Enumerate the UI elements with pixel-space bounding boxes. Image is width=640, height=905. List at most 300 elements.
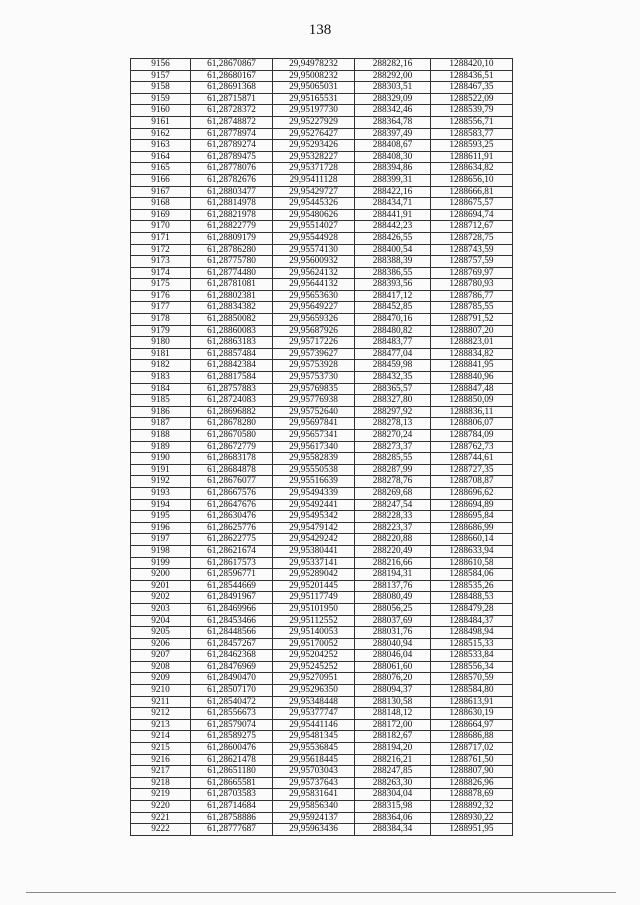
longitude-cell: 29,95618445 xyxy=(273,754,355,766)
table-row xyxy=(131,545,513,557)
x-coordinate-cell: 288432,35 xyxy=(355,372,431,384)
table-row xyxy=(131,128,513,140)
point-number-cell: 9187 xyxy=(131,418,191,430)
y-coordinate-cell: 1288728,75 xyxy=(431,232,513,244)
point-number-cell: 9169 xyxy=(131,209,191,221)
latitude-cell: 61,28476969 xyxy=(191,661,273,673)
x-coordinate-cell: 288216,66 xyxy=(355,557,431,569)
latitude-cell: 61,28777687 xyxy=(191,824,273,836)
table-row xyxy=(131,360,513,372)
point-number-cell: 9197 xyxy=(131,534,191,546)
table-row xyxy=(131,325,513,337)
longitude-cell: 29,95441146 xyxy=(273,719,355,731)
x-coordinate-cell: 288297,92 xyxy=(355,406,431,418)
longitude-cell: 29,95293426 xyxy=(273,140,355,152)
point-number-cell: 9158 xyxy=(131,82,191,94)
point-number-cell: 9179 xyxy=(131,325,191,337)
table-row xyxy=(131,789,513,801)
x-coordinate-cell: 288386,55 xyxy=(355,267,431,279)
x-coordinate-cell: 288076,20 xyxy=(355,673,431,685)
point-number-cell: 9184 xyxy=(131,383,191,395)
table-row xyxy=(131,487,513,499)
longitude-cell: 29,95536845 xyxy=(273,743,355,755)
table-row xyxy=(131,569,513,581)
latitude-cell: 61,28469966 xyxy=(191,603,273,615)
latitude-cell: 61,28842384 xyxy=(191,360,273,372)
table-row xyxy=(131,302,513,314)
x-coordinate-cell: 288417,12 xyxy=(355,290,431,302)
latitude-cell: 61,28714684 xyxy=(191,801,273,813)
point-number-cell: 9217 xyxy=(131,766,191,778)
latitude-cell: 61,28683178 xyxy=(191,453,273,465)
longitude-cell: 29,95479142 xyxy=(273,522,355,534)
y-coordinate-cell: 1288807,20 xyxy=(431,325,513,337)
longitude-cell: 29,95963436 xyxy=(273,824,355,836)
y-coordinate-cell: 1288769,97 xyxy=(431,267,513,279)
longitude-cell: 29,95653630 xyxy=(273,290,355,302)
x-coordinate-cell: 288303,51 xyxy=(355,82,431,94)
x-coordinate-cell: 288470,16 xyxy=(355,314,431,326)
y-coordinate-cell: 1288806,07 xyxy=(431,418,513,430)
y-coordinate-cell: 1288467,35 xyxy=(431,82,513,94)
y-coordinate-cell: 1288479,28 xyxy=(431,603,513,615)
point-number-cell: 9216 xyxy=(131,754,191,766)
table-row xyxy=(131,221,513,233)
x-coordinate-cell: 288282,16 xyxy=(355,59,431,71)
latitude-cell: 61,28817584 xyxy=(191,372,273,384)
y-coordinate-cell: 1288630,19 xyxy=(431,708,513,720)
x-coordinate-cell: 288220,88 xyxy=(355,534,431,546)
longitude-cell: 29,95831641 xyxy=(273,789,355,801)
latitude-cell: 61,28651180 xyxy=(191,766,273,778)
table-row xyxy=(131,650,513,662)
y-coordinate-cell: 1288420,10 xyxy=(431,59,513,71)
point-number-cell: 9193 xyxy=(131,487,191,499)
y-coordinate-cell: 1288951,95 xyxy=(431,824,513,836)
longitude-cell: 29,95703043 xyxy=(273,766,355,778)
point-number-cell: 9219 xyxy=(131,789,191,801)
latitude-cell: 61,28789475 xyxy=(191,151,273,163)
point-number-cell: 9167 xyxy=(131,186,191,198)
table-row xyxy=(131,198,513,210)
x-coordinate-cell: 288452,85 xyxy=(355,302,431,314)
y-coordinate-cell: 1288780,93 xyxy=(431,279,513,291)
longitude-cell: 29,95659326 xyxy=(273,314,355,326)
y-coordinate-cell: 1288744,61 xyxy=(431,453,513,465)
point-number-cell: 9163 xyxy=(131,140,191,152)
latitude-cell: 61,28448566 xyxy=(191,627,273,639)
table-row xyxy=(131,522,513,534)
y-coordinate-cell: 1288556,71 xyxy=(431,116,513,128)
point-number-cell: 9183 xyxy=(131,372,191,384)
longitude-cell: 29,95776938 xyxy=(273,395,355,407)
point-number-cell: 9164 xyxy=(131,151,191,163)
point-number-cell: 9196 xyxy=(131,522,191,534)
y-coordinate-cell: 1288660,14 xyxy=(431,534,513,546)
latitude-cell: 61,28774480 xyxy=(191,267,273,279)
table-row xyxy=(131,406,513,418)
longitude-cell: 29,95753928 xyxy=(273,360,355,372)
y-coordinate-cell: 1288522,09 xyxy=(431,93,513,105)
longitude-cell: 29,95065031 xyxy=(273,82,355,94)
point-number-cell: 9157 xyxy=(131,70,191,82)
x-coordinate-cell: 288304,04 xyxy=(355,789,431,801)
latitude-cell: 61,28802381 xyxy=(191,290,273,302)
longitude-cell: 29,95582839 xyxy=(273,453,355,465)
longitude-cell: 29,95165531 xyxy=(273,93,355,105)
latitude-cell: 61,28860083 xyxy=(191,325,273,337)
table-row xyxy=(131,348,513,360)
point-number-cell: 9222 xyxy=(131,824,191,836)
x-coordinate-cell: 288400,54 xyxy=(355,244,431,256)
x-coordinate-cell: 288315,98 xyxy=(355,801,431,813)
point-number-cell: 9204 xyxy=(131,615,191,627)
x-coordinate-cell: 288408,30 xyxy=(355,151,431,163)
latitude-cell: 61,28625776 xyxy=(191,522,273,534)
x-coordinate-cell: 288278,13 xyxy=(355,418,431,430)
table-row xyxy=(131,673,513,685)
longitude-cell: 29,95516639 xyxy=(273,476,355,488)
table-row xyxy=(131,534,513,546)
x-coordinate-cell: 288270,24 xyxy=(355,430,431,442)
table-row xyxy=(131,256,513,268)
coordinates-table xyxy=(130,58,513,836)
y-coordinate-cell: 1288633,94 xyxy=(431,545,513,557)
point-number-cell: 9211 xyxy=(131,696,191,708)
x-coordinate-cell: 288441,91 xyxy=(355,209,431,221)
x-coordinate-cell: 288480,82 xyxy=(355,325,431,337)
point-number-cell: 9212 xyxy=(131,708,191,720)
y-coordinate-cell: 1288826,96 xyxy=(431,777,513,789)
point-number-cell: 9176 xyxy=(131,290,191,302)
longitude-cell: 29,95117749 xyxy=(273,592,355,604)
point-number-cell: 9182 xyxy=(131,360,191,372)
x-coordinate-cell: 288459,98 xyxy=(355,360,431,372)
latitude-cell: 61,28748872 xyxy=(191,116,273,128)
longitude-cell: 29,95737643 xyxy=(273,777,355,789)
longitude-cell: 29,95739627 xyxy=(273,348,355,360)
y-coordinate-cell: 1288761,50 xyxy=(431,754,513,766)
latitude-cell: 61,28696882 xyxy=(191,406,273,418)
longitude-cell: 29,95296350 xyxy=(273,685,355,697)
table-row xyxy=(131,267,513,279)
latitude-cell: 61,28724083 xyxy=(191,395,273,407)
longitude-cell: 29,95574130 xyxy=(273,244,355,256)
x-coordinate-cell: 288148,12 xyxy=(355,708,431,720)
point-number-cell: 9170 xyxy=(131,221,191,233)
longitude-cell: 29,95245252 xyxy=(273,661,355,673)
y-coordinate-cell: 1288634,82 xyxy=(431,163,513,175)
point-number-cell: 9178 xyxy=(131,314,191,326)
point-number-cell: 9177 xyxy=(131,302,191,314)
point-number-cell: 9214 xyxy=(131,731,191,743)
point-number-cell: 9156 xyxy=(131,59,191,71)
x-coordinate-cell: 288408,67 xyxy=(355,140,431,152)
x-coordinate-cell: 288031,76 xyxy=(355,627,431,639)
y-coordinate-cell: 1288717,02 xyxy=(431,743,513,755)
longitude-cell: 29,95687926 xyxy=(273,325,355,337)
longitude-cell: 29,95411128 xyxy=(273,174,355,186)
latitude-cell: 61,28600476 xyxy=(191,743,273,755)
x-coordinate-cell: 288040,94 xyxy=(355,638,431,650)
x-coordinate-cell: 288399,31 xyxy=(355,174,431,186)
x-coordinate-cell: 288137,76 xyxy=(355,580,431,592)
table-row xyxy=(131,279,513,291)
longitude-cell: 29,95328227 xyxy=(273,151,355,163)
table-row xyxy=(131,661,513,673)
latitude-cell: 61,28540472 xyxy=(191,696,273,708)
y-coordinate-cell: 1288488,53 xyxy=(431,592,513,604)
y-coordinate-cell: 1288841,95 xyxy=(431,360,513,372)
y-coordinate-cell: 1288664,97 xyxy=(431,719,513,731)
latitude-cell: 61,28596771 xyxy=(191,569,273,581)
y-coordinate-cell: 1288484,37 xyxy=(431,615,513,627)
longitude-cell: 29,95429242 xyxy=(273,534,355,546)
point-number-cell: 9189 xyxy=(131,441,191,453)
latitude-cell: 61,28680167 xyxy=(191,70,273,82)
x-coordinate-cell: 288216,21 xyxy=(355,754,431,766)
x-coordinate-cell: 288273,37 xyxy=(355,441,431,453)
y-coordinate-cell: 1288834,82 xyxy=(431,348,513,360)
y-coordinate-cell: 1288892,32 xyxy=(431,801,513,813)
y-coordinate-cell: 1288840,96 xyxy=(431,372,513,384)
point-number-cell: 9205 xyxy=(131,627,191,639)
table-row xyxy=(131,812,513,824)
coordinates-table-body xyxy=(131,59,513,836)
table-row xyxy=(131,499,513,511)
table-row xyxy=(131,140,513,152)
x-coordinate-cell: 288364,06 xyxy=(355,812,431,824)
point-number-cell: 9173 xyxy=(131,256,191,268)
table-row xyxy=(131,70,513,82)
longitude-cell: 29,95924137 xyxy=(273,812,355,824)
y-coordinate-cell: 1288878,69 xyxy=(431,789,513,801)
latitude-cell: 61,28670867 xyxy=(191,59,273,71)
y-coordinate-cell: 1288613,91 xyxy=(431,696,513,708)
y-coordinate-cell: 1288694,74 xyxy=(431,209,513,221)
table-row xyxy=(131,708,513,720)
point-number-cell: 9174 xyxy=(131,267,191,279)
latitude-cell: 61,28507170 xyxy=(191,685,273,697)
footer-divider xyxy=(26,892,616,893)
y-coordinate-cell: 1288847,48 xyxy=(431,383,513,395)
x-coordinate-cell: 288061,60 xyxy=(355,661,431,673)
table-row xyxy=(131,418,513,430)
table-row xyxy=(131,383,513,395)
x-coordinate-cell: 288442,23 xyxy=(355,221,431,233)
point-number-cell: 9220 xyxy=(131,801,191,813)
longitude-cell: 29,95204252 xyxy=(273,650,355,662)
longitude-cell: 29,95600932 xyxy=(273,256,355,268)
table-row xyxy=(131,93,513,105)
latitude-cell: 61,28786280 xyxy=(191,244,273,256)
table-row xyxy=(131,232,513,244)
point-number-cell: 9171 xyxy=(131,232,191,244)
latitude-cell: 61,28758886 xyxy=(191,812,273,824)
longitude-cell: 29,95371728 xyxy=(273,163,355,175)
longitude-cell: 29,95649227 xyxy=(273,302,355,314)
y-coordinate-cell: 1288686,99 xyxy=(431,522,513,534)
longitude-cell: 29,95227929 xyxy=(273,116,355,128)
y-coordinate-cell: 1288786,77 xyxy=(431,290,513,302)
longitude-cell: 29,95550538 xyxy=(273,464,355,476)
longitude-cell: 29,95481345 xyxy=(273,731,355,743)
latitude-cell: 61,28490470 xyxy=(191,673,273,685)
latitude-cell: 61,28579074 xyxy=(191,719,273,731)
table-row xyxy=(131,163,513,175)
longitude-cell: 29,95112552 xyxy=(273,615,355,627)
point-number-cell: 9180 xyxy=(131,337,191,349)
point-number-cell: 9166 xyxy=(131,174,191,186)
longitude-cell: 29,95276427 xyxy=(273,128,355,140)
x-coordinate-cell: 288263,30 xyxy=(355,777,431,789)
x-coordinate-cell: 288292,00 xyxy=(355,70,431,82)
x-coordinate-cell: 288422,16 xyxy=(355,186,431,198)
table-row xyxy=(131,627,513,639)
x-coordinate-cell: 288172,00 xyxy=(355,719,431,731)
y-coordinate-cell: 1288708,87 xyxy=(431,476,513,488)
x-coordinate-cell: 288388,39 xyxy=(355,256,431,268)
latitude-cell: 61,28665581 xyxy=(191,777,273,789)
latitude-cell: 61,28678280 xyxy=(191,418,273,430)
longitude-cell: 29,95101950 xyxy=(273,603,355,615)
latitude-cell: 61,28672779 xyxy=(191,441,273,453)
latitude-cell: 61,28691368 xyxy=(191,82,273,94)
table-row xyxy=(131,685,513,697)
longitude-cell: 29,95197730 xyxy=(273,105,355,117)
table-row xyxy=(131,337,513,349)
point-number-cell: 9191 xyxy=(131,464,191,476)
table-row xyxy=(131,743,513,755)
y-coordinate-cell: 1288836,11 xyxy=(431,406,513,418)
y-coordinate-cell: 1288593,25 xyxy=(431,140,513,152)
latitude-cell: 61,28462368 xyxy=(191,650,273,662)
longitude-cell: 29,95348448 xyxy=(273,696,355,708)
point-number-cell: 9192 xyxy=(131,476,191,488)
latitude-cell: 61,28778076 xyxy=(191,163,273,175)
latitude-cell: 61,28621674 xyxy=(191,545,273,557)
latitude-cell: 61,28782676 xyxy=(191,174,273,186)
y-coordinate-cell: 1288515,33 xyxy=(431,638,513,650)
table-row xyxy=(131,731,513,743)
table-row xyxy=(131,314,513,326)
table-row xyxy=(131,464,513,476)
table-row xyxy=(131,174,513,186)
point-number-cell: 9165 xyxy=(131,163,191,175)
latitude-cell: 61,28457267 xyxy=(191,638,273,650)
table-row xyxy=(131,441,513,453)
y-coordinate-cell: 1288610,58 xyxy=(431,557,513,569)
latitude-cell: 61,28857484 xyxy=(191,348,273,360)
point-number-cell: 9215 xyxy=(131,743,191,755)
latitude-cell: 61,28781081 xyxy=(191,279,273,291)
point-number-cell: 9198 xyxy=(131,545,191,557)
x-coordinate-cell: 288194,20 xyxy=(355,743,431,755)
point-number-cell: 9188 xyxy=(131,430,191,442)
y-coordinate-cell: 1288791,52 xyxy=(431,314,513,326)
latitude-cell: 61,28617573 xyxy=(191,557,273,569)
latitude-cell: 61,28757883 xyxy=(191,383,273,395)
x-coordinate-cell: 288228,33 xyxy=(355,511,431,523)
point-number-cell: 9218 xyxy=(131,777,191,789)
longitude-cell: 29,95617340 xyxy=(273,441,355,453)
longitude-cell: 29,95717226 xyxy=(273,337,355,349)
table-row xyxy=(131,557,513,569)
x-coordinate-cell: 288393,56 xyxy=(355,279,431,291)
table-row xyxy=(131,476,513,488)
point-number-cell: 9159 xyxy=(131,93,191,105)
y-coordinate-cell: 1288675,57 xyxy=(431,198,513,210)
y-coordinate-cell: 1288743,59 xyxy=(431,244,513,256)
latitude-cell: 61,28670580 xyxy=(191,430,273,442)
x-coordinate-cell: 288287,99 xyxy=(355,464,431,476)
longitude-cell: 29,95380441 xyxy=(273,545,355,557)
x-coordinate-cell: 288247,54 xyxy=(355,499,431,511)
latitude-cell: 61,28676077 xyxy=(191,476,273,488)
table-row xyxy=(131,801,513,813)
point-number-cell: 9190 xyxy=(131,453,191,465)
table-row xyxy=(131,395,513,407)
x-coordinate-cell: 288384,34 xyxy=(355,824,431,836)
longitude-cell: 29,95429727 xyxy=(273,186,355,198)
longitude-cell: 29,95769835 xyxy=(273,383,355,395)
y-coordinate-cell: 1288656,10 xyxy=(431,174,513,186)
longitude-cell: 29,95289042 xyxy=(273,569,355,581)
longitude-cell: 29,94978232 xyxy=(273,59,355,71)
table-row xyxy=(131,754,513,766)
x-coordinate-cell: 288327,80 xyxy=(355,395,431,407)
longitude-cell: 29,95337141 xyxy=(273,557,355,569)
y-coordinate-cell: 1288712,67 xyxy=(431,221,513,233)
point-number-cell: 9186 xyxy=(131,406,191,418)
table-row xyxy=(131,511,513,523)
y-coordinate-cell: 1288686,88 xyxy=(431,731,513,743)
longitude-cell: 29,95494339 xyxy=(273,487,355,499)
x-coordinate-cell: 288220,49 xyxy=(355,545,431,557)
y-coordinate-cell: 1288762,73 xyxy=(431,441,513,453)
point-number-cell: 9175 xyxy=(131,279,191,291)
y-coordinate-cell: 1288850,09 xyxy=(431,395,513,407)
x-coordinate-cell: 288434,71 xyxy=(355,198,431,210)
x-coordinate-cell: 288364,78 xyxy=(355,116,431,128)
longitude-cell: 29,95657341 xyxy=(273,430,355,442)
x-coordinate-cell: 288037,69 xyxy=(355,615,431,627)
latitude-cell: 61,28491967 xyxy=(191,592,273,604)
point-number-cell: 9172 xyxy=(131,244,191,256)
y-coordinate-cell: 1288498,94 xyxy=(431,627,513,639)
point-number-cell: 9221 xyxy=(131,812,191,824)
point-number-cell: 9207 xyxy=(131,650,191,662)
point-number-cell: 9161 xyxy=(131,116,191,128)
y-coordinate-cell: 1288666,81 xyxy=(431,186,513,198)
longitude-cell: 29,95270951 xyxy=(273,673,355,685)
table-row xyxy=(131,453,513,465)
y-coordinate-cell: 1288784,09 xyxy=(431,430,513,442)
point-number-cell: 9185 xyxy=(131,395,191,407)
longitude-cell: 29,95753730 xyxy=(273,372,355,384)
longitude-cell: 29,95140053 xyxy=(273,627,355,639)
point-number-cell: 9201 xyxy=(131,580,191,592)
longitude-cell: 29,95445326 xyxy=(273,198,355,210)
x-coordinate-cell: 288080,49 xyxy=(355,592,431,604)
table-row xyxy=(131,209,513,221)
table-row xyxy=(131,372,513,384)
latitude-cell: 61,28703583 xyxy=(191,789,273,801)
longitude-cell: 29,95514027 xyxy=(273,221,355,233)
x-coordinate-cell: 288342,46 xyxy=(355,105,431,117)
latitude-cell: 61,28821978 xyxy=(191,209,273,221)
x-coordinate-cell: 288056,25 xyxy=(355,603,431,615)
